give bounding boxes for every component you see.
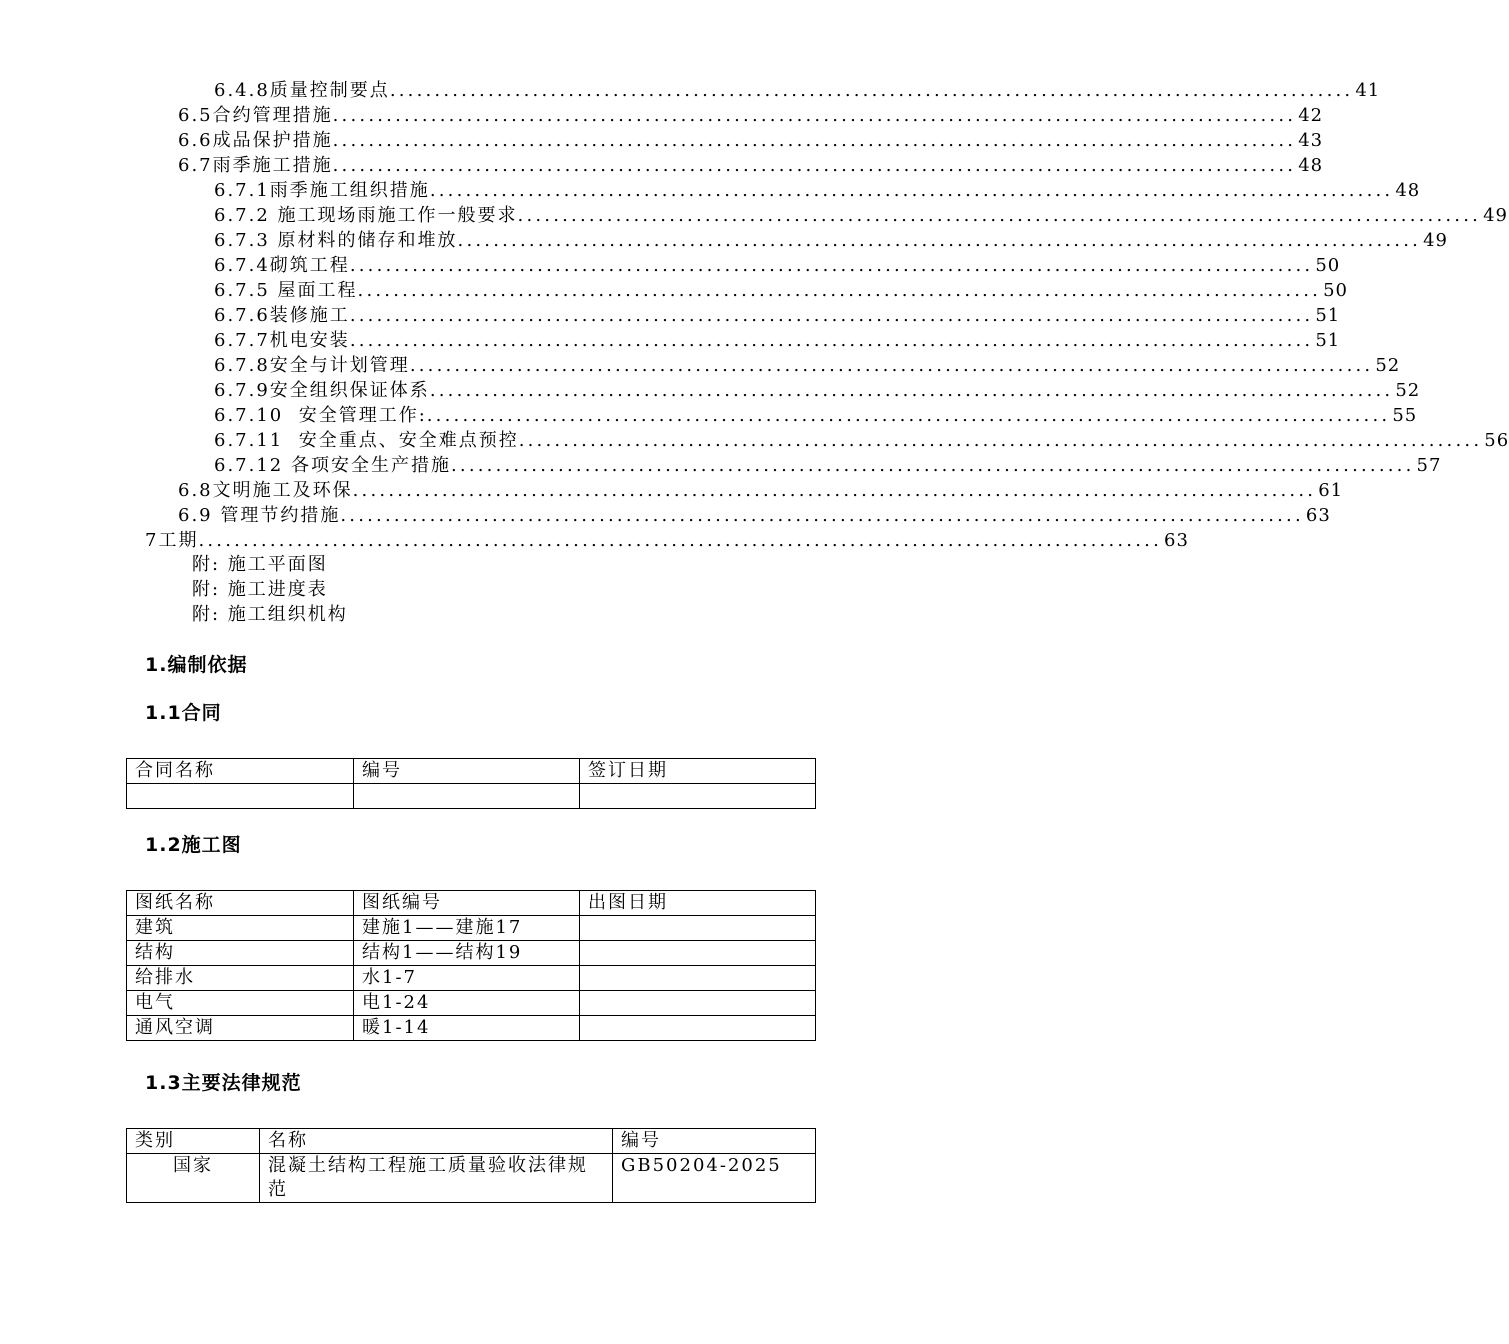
table-cell: 给排水 bbox=[127, 966, 354, 991]
table-cell: 水1-7 bbox=[354, 966, 580, 991]
toc-leader: ............................................................................................................ bbox=[332, 155, 1297, 176]
toc-leader: ............................................................................................................ bbox=[332, 130, 1297, 151]
table-header-cell: 签订日期 bbox=[580, 759, 816, 784]
toc-entry-page: 56 bbox=[1484, 430, 1509, 451]
drawings-table bbox=[126, 890, 816, 1041]
toc-entry-title: 6.6成品保护措施 bbox=[178, 130, 333, 151]
section-heading-laws: 1.3主要法律规范 bbox=[145, 1072, 302, 1094]
table-row bbox=[127, 916, 816, 941]
table-cell: 电1-24 bbox=[354, 991, 580, 1016]
appendix-organization: 附: 施工组织机构 bbox=[192, 604, 348, 625]
toc-entry-title: 6.7.6装修施工 bbox=[214, 305, 350, 326]
toc-entry-page: 50 bbox=[1315, 255, 1341, 276]
toc-entry[interactable] bbox=[214, 428, 1509, 453]
toc-entry-title: 6.9 管理节约措施 bbox=[178, 505, 341, 526]
toc-entry-page: 49 bbox=[1483, 205, 1508, 226]
section-heading-drawings: 1.2施工图 bbox=[145, 834, 242, 856]
table-row bbox=[127, 966, 816, 991]
toc-leader: ............................................................................................................ bbox=[332, 105, 1297, 126]
toc-leader: ............................................................................................................ bbox=[389, 80, 1354, 101]
table-header-cell: 编号 bbox=[613, 1129, 816, 1154]
toc-entry[interactable] bbox=[178, 128, 1324, 153]
table-cell: 暖1-14 bbox=[354, 1016, 580, 1041]
table-row bbox=[127, 1016, 816, 1041]
table-header-cell: 图纸编号 bbox=[354, 891, 580, 916]
toc-entry-title: 6.7.5 屋面工程 bbox=[214, 280, 358, 301]
toc-leader: ............................................................................................................ bbox=[349, 330, 1314, 351]
toc-leader: ............................................................................................................ bbox=[429, 180, 1394, 201]
table-row bbox=[127, 991, 816, 1016]
toc-entry[interactable] bbox=[214, 253, 1341, 278]
toc-entry[interactable] bbox=[214, 178, 1421, 203]
table-header-cell: 名称 bbox=[260, 1129, 613, 1154]
table-cell: 通风空调 bbox=[127, 1016, 354, 1041]
table-cell: 电气 bbox=[127, 991, 354, 1016]
toc-leader: ............................................................................................................ bbox=[349, 305, 1314, 326]
toc-entry[interactable] bbox=[214, 203, 1508, 228]
toc-entry-title: 6.7.2 施工现场雨施工作一般要求 bbox=[214, 205, 518, 226]
table-header-cell: 出图日期 bbox=[580, 891, 816, 916]
toc-entry-title: 6.7.11 安全重点、安全难点预控 bbox=[214, 430, 519, 451]
toc-entry-title: 6.7.8安全与计划管理 bbox=[214, 355, 410, 376]
contract-table bbox=[126, 758, 816, 809]
table-header-row bbox=[127, 1129, 816, 1154]
toc-entry-page: 55 bbox=[1392, 405, 1418, 426]
toc-leader: ............................................................................................................ bbox=[349, 255, 1314, 276]
toc-entry-page: 48 bbox=[1298, 155, 1324, 176]
table-row bbox=[127, 1154, 816, 1203]
toc-entry-page: 43 bbox=[1298, 130, 1324, 151]
toc-leader: ............................................................................................................ bbox=[409, 355, 1374, 376]
table-cell: 结构1——结构19 bbox=[354, 941, 580, 966]
table-cell: GB50204-2025 bbox=[613, 1154, 816, 1203]
toc-entry-page: 51 bbox=[1315, 305, 1341, 326]
toc-entry-title: 6.7.7机电安装 bbox=[214, 330, 350, 351]
table-cell: 建筑 bbox=[127, 916, 354, 941]
toc-entry[interactable] bbox=[214, 453, 1442, 478]
toc-entry-page: 61 bbox=[1318, 480, 1344, 501]
toc-entry-page: 49 bbox=[1423, 230, 1448, 251]
toc-entry[interactable] bbox=[214, 278, 1348, 303]
toc-leader: ............................................................................................................ bbox=[340, 505, 1304, 526]
toc-entry-title: 6.7.3 原材料的储存和堆放 bbox=[214, 230, 458, 251]
toc-entry[interactable] bbox=[214, 353, 1401, 378]
toc-entry-page: 48 bbox=[1395, 180, 1421, 201]
toc-entry-title: 6.5合约管理措施 bbox=[178, 105, 333, 126]
table-cell bbox=[580, 991, 816, 1016]
toc-entry[interactable] bbox=[214, 378, 1421, 403]
toc-entry[interactable] bbox=[214, 78, 1381, 103]
table-header-cell: 类别 bbox=[127, 1129, 260, 1154]
toc-leader: ............................................................................................................ bbox=[457, 230, 1422, 251]
toc-leader: ............................................................................................................ bbox=[450, 455, 1415, 476]
toc-entry[interactable] bbox=[214, 228, 1448, 253]
table-cell bbox=[580, 941, 816, 966]
table-cell bbox=[580, 966, 816, 991]
table-header-cell: 图纸名称 bbox=[127, 891, 354, 916]
toc-leader: ............................................................................................................ bbox=[198, 530, 1162, 551]
table-cell: 混凝土结构工程施工质量验收法律规范 bbox=[260, 1154, 613, 1203]
toc-leader: ............................................................................................................ bbox=[518, 430, 1483, 451]
toc-entry[interactable] bbox=[145, 528, 1189, 553]
toc-entry-page: 42 bbox=[1298, 105, 1324, 126]
toc-entry-page: 41 bbox=[1355, 80, 1381, 101]
table-cell bbox=[580, 1016, 816, 1041]
toc-leader: ............................................................................................................ bbox=[352, 480, 1317, 501]
section-heading-contract: 1.1合同 bbox=[145, 702, 222, 724]
toc-entry-page: 52 bbox=[1395, 380, 1421, 401]
toc-entry-title: 6.8文明施工及环保 bbox=[178, 480, 353, 501]
table-row bbox=[127, 941, 816, 966]
table-header-row bbox=[127, 759, 816, 784]
toc-entry-title: 6.7.12 各项安全生产措施 bbox=[214, 455, 451, 476]
toc-entry-title: 6.7.9安全组织保证体系 bbox=[214, 380, 430, 401]
toc-entry-page: 57 bbox=[1416, 455, 1442, 476]
toc-entry[interactable] bbox=[178, 103, 1324, 128]
appendix-schedule: 附: 施工进度表 bbox=[192, 579, 328, 600]
table-cell: 建施1——建施17 bbox=[354, 916, 580, 941]
toc-entry-page: 52 bbox=[1375, 355, 1401, 376]
table-header-row bbox=[127, 891, 816, 916]
toc-entry-title: 6.7.1雨季施工组织措施 bbox=[214, 180, 430, 201]
table-cell: 结构 bbox=[127, 941, 354, 966]
toc-entry[interactable] bbox=[178, 153, 1324, 178]
table-cell bbox=[127, 784, 354, 809]
table-row bbox=[127, 784, 816, 809]
toc-entry-title: 6.7雨季施工措施 bbox=[178, 155, 333, 176]
laws-table bbox=[126, 1128, 816, 1203]
table-cell bbox=[580, 784, 816, 809]
toc-leader: ............................................................................................................ bbox=[426, 405, 1391, 426]
toc-entry[interactable] bbox=[178, 503, 1331, 528]
table-header-cell: 编号 bbox=[354, 759, 580, 784]
toc-entry-title: 6.4.8质量控制要点 bbox=[214, 80, 390, 101]
toc-entry-title: 6.7.10 安全管理工作: bbox=[214, 405, 427, 426]
toc-entry-page: 63 bbox=[1305, 505, 1331, 526]
toc-leader: ............................................................................................................ bbox=[429, 380, 1394, 401]
table-cell bbox=[354, 784, 580, 809]
toc-leader: ............................................................................................................ bbox=[357, 280, 1322, 301]
table-cell: 国家 bbox=[127, 1154, 260, 1203]
toc-entry[interactable] bbox=[214, 328, 1341, 353]
table-cell bbox=[580, 916, 816, 941]
appendix-site-plan: 附: 施工平面图 bbox=[192, 554, 328, 575]
toc-entry[interactable] bbox=[214, 403, 1418, 428]
toc-entry-title: 7工期 bbox=[145, 530, 199, 551]
toc-entry[interactable] bbox=[178, 478, 1344, 503]
section-heading-basis: 1.编制依据 bbox=[145, 654, 248, 676]
toc-entry[interactable] bbox=[214, 303, 1341, 328]
toc-leader: ............................................................................................................ bbox=[517, 205, 1482, 226]
table-header-cell: 合同名称 bbox=[127, 759, 354, 784]
toc-entry-title: 6.7.4砌筑工程 bbox=[214, 255, 350, 276]
toc-entry-page: 51 bbox=[1315, 330, 1341, 351]
toc-entry-page: 63 bbox=[1164, 530, 1189, 551]
toc-entry-page: 50 bbox=[1323, 280, 1348, 301]
